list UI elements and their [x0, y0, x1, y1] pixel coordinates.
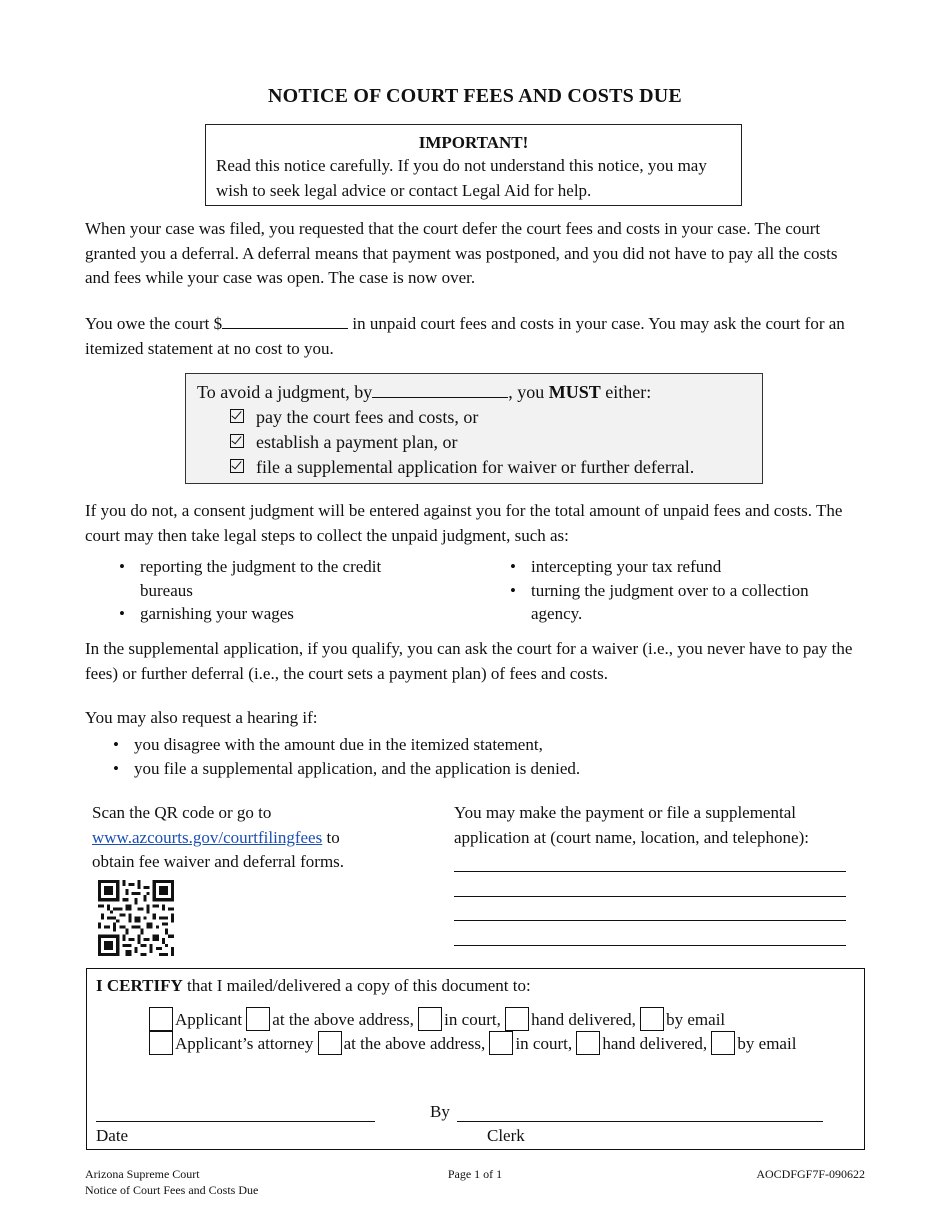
intro-paragraph: When your case was filed, you requested that the court defer the court fees and costs in your case. The court granted you a deferral. A deferral means that payment was postponed, and you did not have to pay all the costs and fees while your case was open. The case is now over.	[85, 219, 838, 287]
consequence-paragraph: If you do not, a consent judgment will be entered against you for the total amount of unpaid fees and costs. The court may then take legal steps to collect the unpaid judgment, such as:	[85, 501, 843, 545]
certify-row-applicant: Applicant at the above address, in court, hand delivered, by email	[149, 1007, 725, 1032]
qr-code-icon[interactable]	[98, 880, 174, 956]
amount-owed-paragraph	[85, 311, 875, 361]
checked-box-icon	[230, 459, 244, 473]
attorney-address-checkbox[interactable]	[318, 1031, 342, 1055]
important-heading: IMPORTANT!	[418, 133, 529, 152]
qr-line-1: Scan the QR code or go to	[92, 803, 272, 822]
court-info-line-4[interactable]	[454, 945, 846, 946]
avoid-text-after: either:	[600, 382, 652, 402]
applicant-in-court-checkbox[interactable]	[418, 1007, 442, 1031]
footer-form-code: AOCDFGF7F-090622	[756, 1167, 865, 1181]
attorney-in-court-checkbox[interactable]	[489, 1031, 513, 1055]
footer-form-title: Notice of Court Fees and Costs Due	[85, 1183, 259, 1197]
applicant-hand-delivered-checkbox[interactable]	[505, 1007, 529, 1031]
list-item: • turning the judgment over to a collection agency.	[507, 579, 847, 626]
certificate-of-service-box	[86, 968, 865, 1150]
owe-text-before: You owe the court $	[85, 314, 223, 333]
qr-instructions: Scan the QR code or go to www.azcourts.gov/courtfilingfees to obtain fee waiver and deferral forms.	[92, 801, 412, 875]
collection-list-left	[116, 555, 426, 626]
hearing-intro: You may also request a hearing if:	[85, 708, 318, 727]
important-text: Read this notice carefully. If you do not understand this notice, you may wish to seek legal advice or contact Legal Aid for help.	[216, 156, 707, 200]
avoid-text-middle: , you	[508, 382, 549, 402]
deadline-date-blank[interactable]	[372, 380, 508, 398]
applicant-address-checkbox[interactable]	[246, 1007, 270, 1031]
page-title: NOTICE OF COURT FEES AND COSTS DUE	[268, 85, 682, 107]
certify-heading: I CERTIFY	[96, 976, 183, 995]
date-label: Date	[96, 1126, 129, 1145]
court-info-line-3[interactable]	[454, 920, 846, 921]
avoid-judgment-line	[197, 380, 651, 404]
attorney-hand-delivered-checkbox[interactable]	[576, 1031, 600, 1055]
certify-row-attorney: Applicant’s attorney at the above address, in court, hand delivered, by email	[149, 1031, 796, 1056]
collection-list-right	[507, 555, 847, 626]
by-label: By	[430, 1102, 450, 1121]
important-notice-box	[205, 124, 742, 206]
avoid-text-before: To avoid a judgment, by	[197, 382, 373, 402]
qr-line-3: obtain fee waiver and deferral forms.	[92, 852, 345, 871]
applicant-email-checkbox[interactable]	[640, 1007, 664, 1031]
list-item: • garnishing your wages	[116, 602, 426, 626]
footer-court-name: Arizona Supreme Court	[85, 1167, 200, 1181]
option-payment-plan: establish a payment plan, or	[230, 430, 457, 454]
date-signature-line[interactable]	[96, 1121, 375, 1122]
checked-box-icon	[230, 409, 244, 423]
list-item: • intercepting your tax refund	[507, 555, 847, 579]
hearing-list	[110, 733, 870, 780]
list-item: • you disagree with the amount due in the itemized statement,	[110, 733, 870, 757]
must-emphasis: MUST	[548, 382, 601, 402]
supplemental-paragraph: In the supplemental application, if you qualify, you can ask the court for a waiver (i.e., you never have to pay the fees) or further deferral (i.e., the court sets a payment plan) of fees and costs.	[85, 639, 853, 683]
court-filing-fees-link[interactable]: www.azcourts.gov/courtfilingfees	[92, 827, 323, 847]
clerk-signature-line[interactable]	[457, 1121, 823, 1122]
option-pay: pay the court fees and costs, or	[230, 405, 478, 429]
clerk-label: Clerk	[487, 1126, 525, 1145]
footer-page-number: Page 1 of 1	[447, 1167, 503, 1181]
certify-statement: I CERTIFY that I mailed/delivered a copy of this document to:	[96, 976, 531, 995]
amount-blank[interactable]	[222, 311, 348, 329]
avoid-judgment-box	[185, 373, 763, 484]
attorney-checkbox[interactable]	[149, 1031, 173, 1055]
option-supplemental-application: file a supplemental application for waiver or further deferral.	[230, 455, 694, 479]
list-item: • reporting the judgment to the credit bureaus	[116, 555, 426, 602]
list-item: • you file a supplemental application, and the application is denied.	[110, 757, 870, 781]
attorney-email-checkbox[interactable]	[711, 1031, 735, 1055]
owe-text-after: in unpaid court fees and costs in your case. You may ask the court for an itemized statement at no cost to you.	[85, 314, 845, 358]
court-info-line-1[interactable]	[454, 871, 846, 872]
payment-location-text: You may make the payment or file a supplemental application at (court name, location, and telephone):	[454, 803, 809, 847]
court-info-line-2[interactable]	[454, 896, 846, 897]
checked-box-icon	[230, 434, 244, 448]
applicant-checkbox[interactable]	[149, 1007, 173, 1031]
